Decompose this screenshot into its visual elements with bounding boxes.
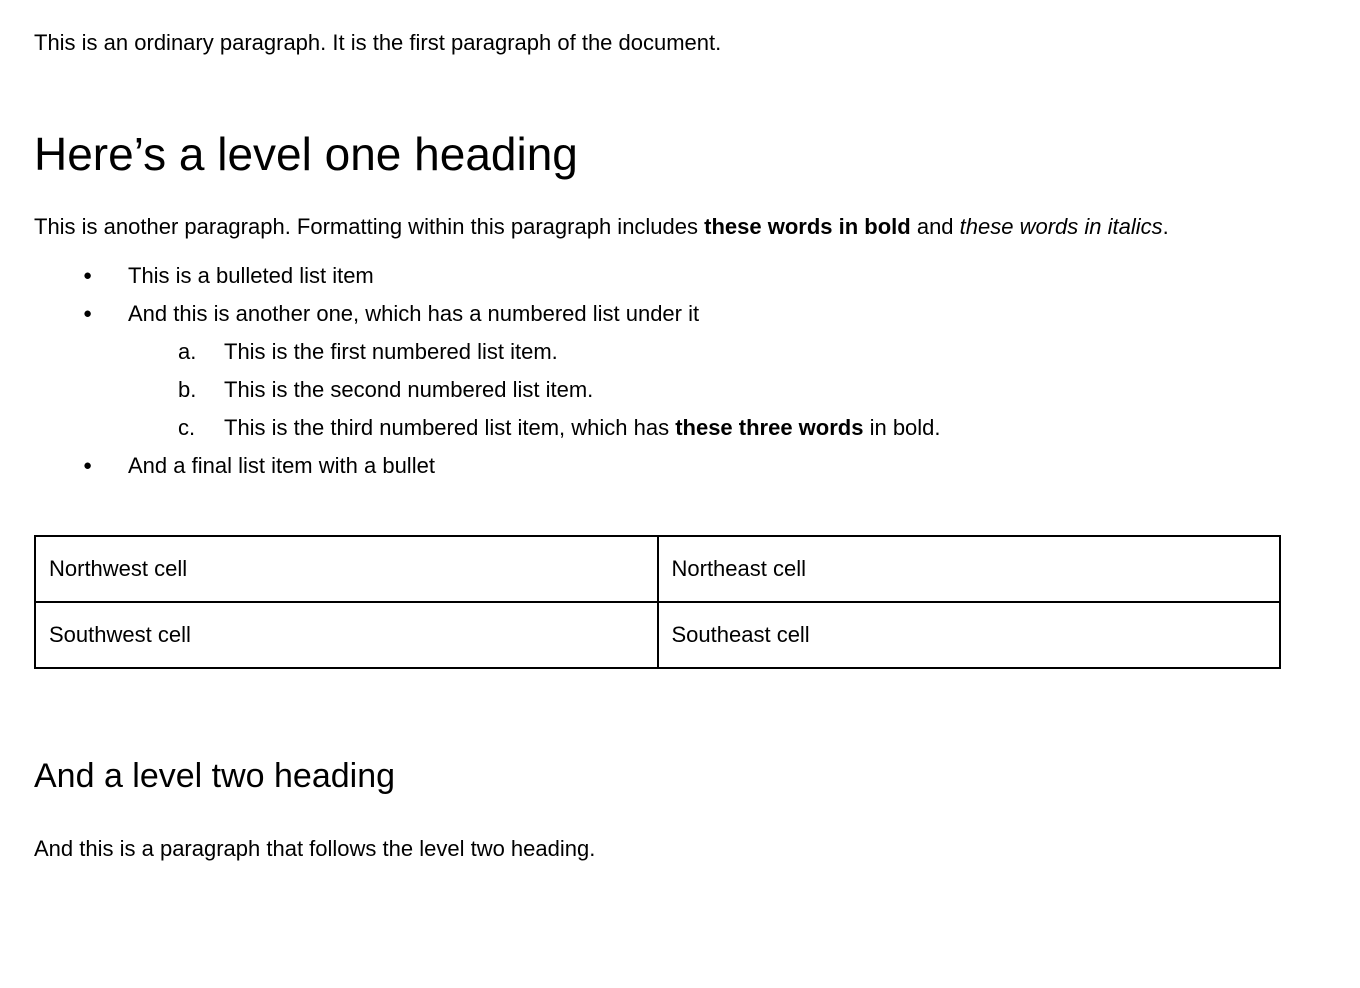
heading-level-1: Here’s a level one heading	[34, 128, 578, 180]
table-cell-northwest: Northwest cell	[35, 536, 658, 602]
heading-level-2: And a level two heading	[34, 757, 396, 795]
table-row	[35, 536, 1280, 602]
list-item: ● This is a bulleted list item	[128, 257, 1326, 295]
numbered-list-item	[224, 409, 1326, 447]
bulleted-list	[34, 257, 1326, 485]
two-by-two-table	[34, 535, 1281, 669]
list-item	[128, 295, 1326, 447]
numbered-item-text-2: in bold.	[863, 415, 941, 440]
numbered-item-text-1: This is the third numbered list item, which has	[224, 415, 676, 440]
table-cell-southeast: Southeast cell	[658, 602, 1281, 668]
paragraph-formatting	[34, 208, 1294, 246]
paragraph-formatting-text-2: and	[910, 214, 960, 239]
table-cell-southwest: Southwest cell	[35, 602, 658, 668]
paragraph-after-h2: And this is a paragraph that follows the level two heading.	[34, 836, 596, 861]
italic-text: these words in italics	[959, 214, 1163, 239]
list-item: ● And a final list item with a bullet	[128, 447, 1326, 485]
table-cell-northeast: Northeast cell	[658, 536, 1281, 602]
bold-text: these words in bold	[704, 214, 911, 239]
numbered-list-item: This is the first numbered list item.	[224, 339, 558, 364]
numbered-list-item: This is the second numbered list item.	[224, 377, 594, 402]
paragraph-formatting-text-3: .	[1162, 214, 1169, 239]
table-row	[35, 602, 1280, 668]
paragraph-formatting-text-1: This is another paragraph. Formatting within this paragraph includes	[34, 214, 705, 239]
bold-text: these three words	[675, 415, 864, 440]
paragraph-first: This is an ordinary paragraph. It is the first paragraph of the document.	[34, 30, 722, 55]
list-item-text: And this is another one, which has a numbered list under it	[128, 301, 700, 326]
numbered-list	[128, 333, 1326, 447]
